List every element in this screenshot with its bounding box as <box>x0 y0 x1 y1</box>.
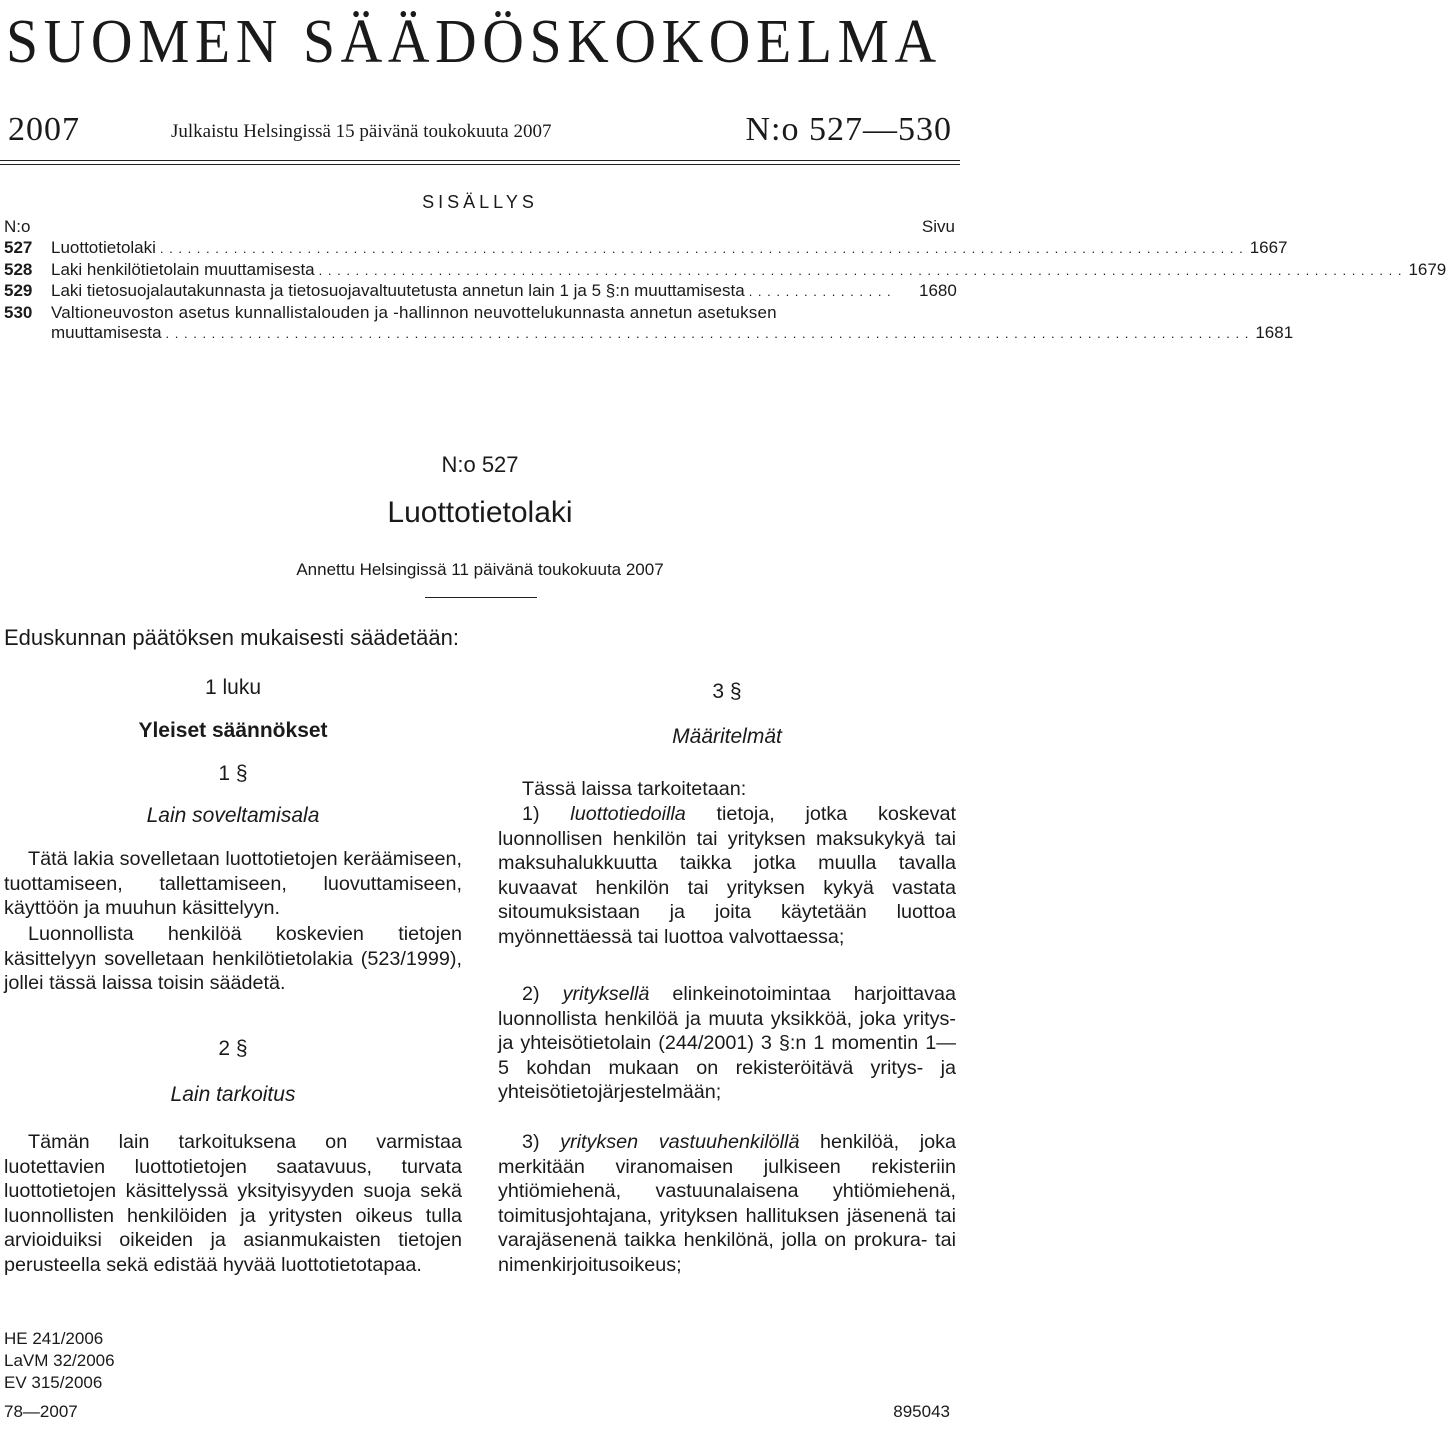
item-number: 2) <box>522 983 540 1005</box>
toc-entry-number: 530 <box>4 302 33 322</box>
toc-entry-title: Luottotietolaki <box>51 238 156 257</box>
definition-text: elinkeinotoimintaa harjoittavaa luonnollista henkilöä ja muuta yksikköä, joka yritys- ja yhteisötietolain (244/2001) 3 §:n 1 momentin 1—5 kohdan mukaan on rekisteröitävä yritys- ja yhteisötietojärjestelmään; <box>498 983 956 1103</box>
legislative-references <box>4 1328 115 1394</box>
defined-term: yrityksen vastuuhenkilöllä <box>560 1131 800 1153</box>
definition-item-3 <box>498 1130 956 1277</box>
reference: LaVM 32/2006 <box>4 1351 115 1370</box>
definition-text: tietoja, jotka koskevat luonnollisen henkilön tai yrityksen maksukykyä tai maksuhalukkuutta taikka jotka muulla tavalla kuvaavat henkilön tai yrityksen kykyä vastata sitoumuksistaan ja joita käytetään luottoa myönnettäessä tai luottoa valvottaessa; <box>498 803 957 948</box>
short-rule <box>425 597 537 598</box>
toc-entry-page: 1680 <box>919 281 957 300</box>
toc-entry[interactable] <box>4 259 1446 282</box>
act-title: Luottotietolaki <box>387 496 573 529</box>
definition-item-2 <box>498 982 956 1105</box>
section-3-title: Määritelmät <box>672 725 782 748</box>
defined-term: luottotiedoilla <box>570 803 686 825</box>
toc-entry-number: 529 <box>4 281 33 300</box>
section-2-title: Lain tarkoitus <box>170 1083 296 1106</box>
toc-header <box>4 216 955 238</box>
reference: HE 241/2006 <box>4 1329 104 1348</box>
toc-entry-page: 1681 <box>1255 323 1294 342</box>
section-1-paragraph-2: Luonnollista henkilöä koskevien tietojen käsittelyyn sovelletaan henkilötietolakia (523/1999), jollei tässä laissa toisin säädetä. <box>4 923 462 994</box>
page-footer <box>4 1402 950 1424</box>
definition-text: henkilöä, joka merkitään viranomaisen julkiseen rekisteriin yhtiömiehenä, vastuunalaisena yhtiömiehenä, toimitusjohtajana, yrityksen hallituksen jäsenenä tai varajäsenenä taikka henkilönä, jolla on prokura- tai nimenkirjoitusoikeus; <box>498 1131 956 1276</box>
footer-right: 895043 <box>893 1402 950 1421</box>
reference: EV 315/2006 <box>4 1373 103 1392</box>
toc-entry-title: Laki tietosuojalautakunnasta ja tietosuojavaltuutetusta annetun lain 1 ja 5 §:n muuttamisesta <box>51 281 745 300</box>
toc-leader-dots: . . . . . . . . . . . . . . . . . . . . . . . . . . . . . . . . . . . . . . . . . . . . . . . . . . . . . . . . . . . . . . . . . . . . . . . . . . . . . . . . . . . . . . . . . . . . . . . . . . . . . . . . . . . . . . . . . . . . . . <box>159 241 1244 256</box>
toc-entry[interactable] <box>4 281 955 303</box>
toc-title: SISÄLLYS <box>422 192 538 212</box>
defined-term: yrityksellä <box>562 983 650 1005</box>
chapter-title: Yleiset säännökset <box>138 719 328 742</box>
publication-row <box>8 112 952 148</box>
toc-entry-title-line1: Valtioneuvoston asetus kunnallistalouden ja -hallinnon neuvottelukunnasta annetun asetuksen <box>51 302 777 322</box>
toc-entry[interactable] <box>4 238 1288 260</box>
section-1-title: Lain soveltamisala <box>146 804 320 827</box>
double-rule <box>0 160 960 165</box>
section-2-number: 2 § <box>218 1037 248 1060</box>
item-number: 3) <box>522 1131 540 1153</box>
definition-item-1 <box>498 802 956 949</box>
act-number: N:o 527 <box>441 452 519 477</box>
masthead-title: SUOMEN SÄÄDÖSKOKOELMA <box>6 8 942 76</box>
issue-numbers: N:o 527—530 <box>745 111 952 148</box>
act-given: Annettu Helsingissä 11 päivänä toukokuuta 2007 <box>296 560 664 579</box>
section-1-paragraph-1: Tätä lakia sovelletaan luottotietojen keräämiseen, tuottamiseen, tallettamiseen, luovuttamiseen, käyttöön ja muuhun käsittelyyn. <box>4 848 462 919</box>
toc-entry-page: 1667 <box>1249 238 1288 257</box>
toc-leader-dots: . . . . . . . . . . . . . . . . . . . . . . . . . . . . . . . . . . . . . . . . . . . . . . . . . . . . . . . . . . . . . . . . . . . . . . . . . . . . . . . . . . . . . . . . . . . . . . . . . . . . . . . . . . . . . . . . . . . . . . <box>318 262 1403 278</box>
section-3-number: 3 § <box>712 680 742 703</box>
definitions-intro: Tässä laissa tarkoitetaan: <box>522 778 747 800</box>
toc-entry-number: 527 <box>4 238 33 257</box>
publication-date: Julkaistu Helsingissä 15 päivänä toukokuuta 2007 <box>171 121 552 142</box>
chapter-number: 1 luku <box>204 676 262 699</box>
toc-entry-title-line2: muuttamisesta <box>51 323 162 342</box>
toc-entry-title: Laki henkilötietolain muuttamisesta <box>51 259 315 279</box>
footer-left: 78—2007 <box>4 1402 78 1421</box>
toc-entry-page: 1679 <box>1408 259 1446 279</box>
toc-entry[interactable] <box>4 302 1294 345</box>
toc-col-no: N:o <box>4 217 31 236</box>
section-2-paragraph-1: Tämän lain tarkoituksena on varmistaa luotettavien luottotietojen saatavuus, turvata luottotietojen käsittelyssä yksityisyyden suoja sekä luonnollisten henkilöiden ja yritysten oikeus tulla arvioiduiksi oikeiden ja asianmukaisten tietojen perusteella sekä edistää hyvää luottotietotapaa. <box>4 1131 462 1276</box>
item-number: 1) <box>522 803 540 825</box>
enacting-clause: Eduskunnan päätöksen mukaisesti säädetään: <box>4 625 459 650</box>
table-of-contents <box>4 238 1446 345</box>
year: 2007 <box>8 111 80 148</box>
toc-leader-dots: . . . . . . . . . . . . . . . . . . . . . . . . . . . . . . . . . . . . . . . . . . . . . . . . . . . . . . . . . . . . . . . . . . . . . . . . . . . . . . . . . . . . . . . . . . . . . . . . . . . . . . . . . . . . . . . . . . . . . . <box>165 326 1250 341</box>
toc-leader-dots: . . . . . . . . . . . . . . . . <box>748 284 892 299</box>
toc-entry-number: 528 <box>4 259 33 279</box>
section-1-number: 1 § <box>218 762 248 785</box>
toc-col-page: Sivu <box>921 217 955 236</box>
